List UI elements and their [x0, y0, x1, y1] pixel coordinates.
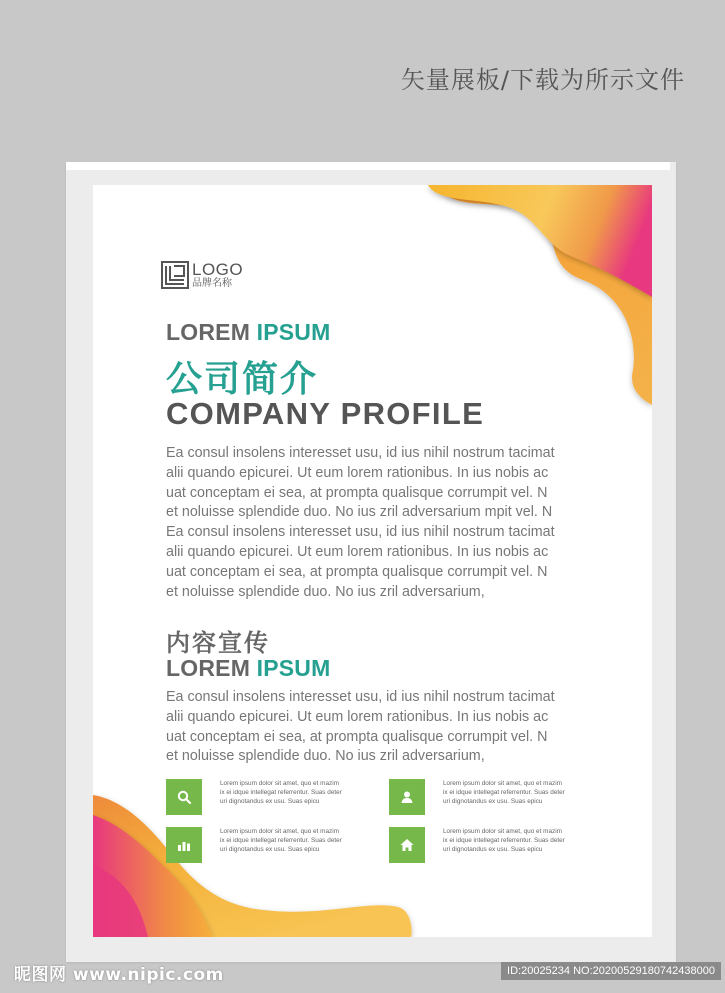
text-line: Ea consul insolens interesset usu, id ius nihil nostrum tacimat — [166, 445, 555, 461]
feature-item-search — [166, 779, 360, 815]
text-line: alii quando epicurei. Ut eum lorem rationibus. In ius nobis ac — [166, 464, 549, 481]
feature-item-user — [389, 779, 583, 815]
intro-paragraph — [166, 444, 586, 602]
home-icon — [399, 837, 415, 853]
feature-line: ix ei idque intellegat referrentur. Suas deter — [443, 789, 565, 796]
feature-line: ix ei idque intellegat referrentur. Suas deter — [220, 837, 342, 844]
text-line: uat conceptam ei sea, at prompta qualisque corrumpit vel. N — [166, 728, 548, 745]
brand-logo — [161, 261, 243, 289]
feature-line: Lorem ipsum dolor sit amet, quo et mazim — [220, 780, 339, 787]
kicker-part2: IPSUM — [256, 655, 331, 681]
feature-icon-box — [166, 779, 202, 815]
kicker-part1: LOREM — [166, 655, 257, 681]
feature-text — [443, 827, 583, 854]
feature-item-home — [389, 827, 583, 863]
board-top-edge — [66, 162, 670, 170]
feature-line: uri dignotandus ex usu. Suas epicu — [443, 798, 543, 805]
watermark-site: 昵图网 www.nipic.com — [14, 965, 224, 985]
title-english: COMPANY PROFILE — [166, 396, 485, 431]
text-line: uat conceptam ei sea, at prompta qualisque corrumpit vel. N — [166, 484, 548, 501]
feature-item-chart — [166, 827, 360, 863]
section-title-chinese: 内容宣传 — [166, 629, 270, 657]
logo-text: LOGO — [192, 260, 244, 279]
feature-line: uri dignotandus ex usu. Suas epicu — [220, 846, 320, 853]
title-chinese: 公司简介 — [166, 359, 319, 400]
text-line: Ea consul insolens interesset usu, id ius nihil nostrum tacimat — [166, 524, 555, 541]
text-line: et noluisse splendide duo. No ius zril adversarium, — [166, 748, 485, 765]
kicker-heading — [166, 319, 330, 346]
user-icon — [399, 789, 415, 805]
feature-line: Lorem ipsum dolor sit amet, quo et mazim — [443, 828, 562, 835]
watermark-id: ID:20025234 NO:20200529180742438000 — [501, 962, 721, 980]
text-line: alii quando epicurei. Ut eum lorem rationibus. In ius nobis ac — [166, 543, 549, 560]
feature-text — [220, 779, 360, 806]
content-paragraph — [166, 688, 586, 767]
feature-line: ix ei idque intellegat referrentur. Suas deter — [443, 837, 565, 844]
feature-icon-box — [166, 827, 202, 863]
text-line: uat conceptam ei sea, at prompta qualisque corrumpit vel. N — [166, 563, 548, 580]
text-line: alii quando epicurei. Ut eum lorem rationibus. In ius nobis ac — [166, 708, 549, 725]
feature-line: Lorem ipsum dolor sit amet, quo et mazim — [220, 828, 339, 835]
text-line: et noluisse splendide duo. No ius zril adversarium, — [166, 583, 485, 600]
kicker-part1: LOREM — [166, 319, 257, 345]
feature-icon-box — [389, 827, 425, 863]
logo-subtitle: 品牌名称 — [192, 278, 232, 289]
feature-text — [443, 779, 583, 806]
feature-line: ix ei idque intellegat referrentur. Suas deter — [220, 789, 342, 796]
bar-chart-icon — [176, 837, 192, 853]
section-kicker — [166, 655, 330, 682]
logo-mark-icon — [161, 261, 189, 289]
flyer-paper — [93, 185, 652, 937]
feature-line: Lorem ipsum dolor sit amet, quo et mazim — [443, 780, 562, 787]
page-caption: 矢量展板/下载为所示文件 — [400, 66, 685, 94]
kicker-part2: IPSUM — [256, 319, 331, 345]
feature-line: uri dignotandus ex usu. Suas epicu — [443, 846, 543, 853]
text-line: Ea consul insolens interesset usu, id ius nihil nostrum tacimat — [166, 689, 555, 705]
feature-line: uri dignotandus ex usu. Suas epicu — [220, 798, 320, 805]
search-icon — [176, 789, 192, 805]
feature-text — [220, 827, 360, 854]
text-line: et noluisse splendide duo. No ius zril adversarium mpit vel. N — [166, 504, 553, 521]
feature-icon-box — [389, 779, 425, 815]
